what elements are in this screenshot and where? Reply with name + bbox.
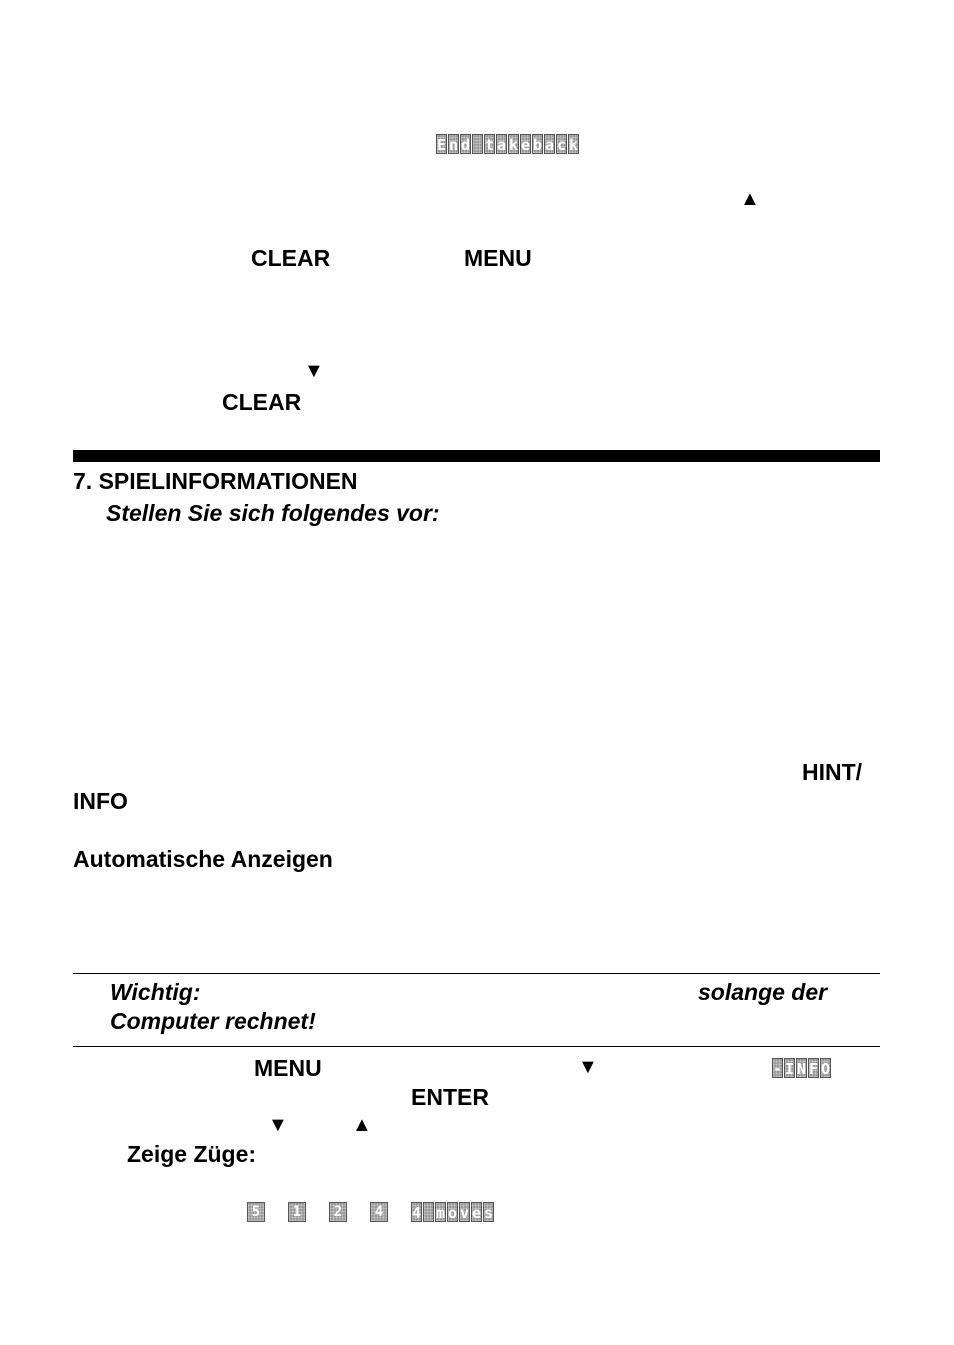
lcd-digit: 2 <box>329 1202 347 1222</box>
lcd-char: a <box>545 136 555 154</box>
lcd-digit: 1 <box>288 1202 306 1222</box>
key-menu-2: MENU <box>254 1055 322 1081</box>
up-arrow-icon: ▲ <box>740 188 760 210</box>
lcd-char: I <box>785 1060 795 1078</box>
section-divider <box>73 450 880 462</box>
lcd-char: c <box>557 136 567 154</box>
lcd-char: a <box>497 136 507 154</box>
key-info: INFO <box>73 788 128 814</box>
note-bottom-rule <box>73 1046 880 1047</box>
lcd-char <box>423 1202 434 1222</box>
key-clear-2: CLEAR <box>222 389 302 415</box>
lcd-char: v <box>460 1204 470 1222</box>
down-arrow-icon: ▼ <box>268 1114 288 1136</box>
lcd-display-end-takeback <box>436 134 579 154</box>
lcd-char: t <box>485 136 495 154</box>
lcd-char <box>472 134 483 154</box>
lcd-char: e <box>472 1204 482 1222</box>
lcd-char: s <box>484 1204 494 1222</box>
lcd-display-info <box>772 1058 831 1078</box>
section-heading: 7. SPIELINFORMATIONEN <box>73 468 358 494</box>
lcd-char: k <box>569 136 579 154</box>
lcd-char: N <box>797 1060 807 1078</box>
lcd-char: O <box>821 1060 831 1078</box>
zeige-label: Zeige Züge: <box>127 1141 257 1167</box>
lcd-char: 4 <box>412 1204 422 1222</box>
lcd-char: - <box>773 1060 783 1078</box>
lcd-char: k <box>509 136 519 154</box>
lcd-display-moves <box>411 1202 494 1222</box>
sub-heading: Automatische Anzeigen <box>73 846 333 872</box>
note-label: Wichtig: <box>110 979 201 1005</box>
lcd-digit: 4 <box>370 1202 388 1222</box>
note-top-rule <box>73 973 880 974</box>
key-menu: MENU <box>464 245 532 271</box>
lcd-char: o <box>448 1204 458 1222</box>
section-intro: Stellen Sie sich folgendes vor: <box>106 500 440 526</box>
key-enter: ENTER <box>411 1084 489 1110</box>
lcd-char: b <box>533 136 543 154</box>
lcd-char: m <box>436 1204 446 1222</box>
note-text-right: solange der <box>698 979 828 1005</box>
lcd-char: E <box>437 136 447 154</box>
key-hint: HINT/ <box>802 759 863 785</box>
down-arrow-icon: ▼ <box>578 1056 598 1078</box>
lcd-char: d <box>461 136 471 154</box>
lcd-digit: 5 <box>247 1202 265 1222</box>
down-arrow-icon: ▼ <box>304 360 324 382</box>
key-clear: CLEAR <box>251 245 331 271</box>
lcd-char: n <box>449 136 459 154</box>
lcd-char: e <box>521 136 531 154</box>
lcd-char: F <box>809 1060 819 1078</box>
note-text-line2: Computer rechnet! <box>110 1008 316 1034</box>
up-arrow-icon: ▲ <box>352 1114 372 1136</box>
